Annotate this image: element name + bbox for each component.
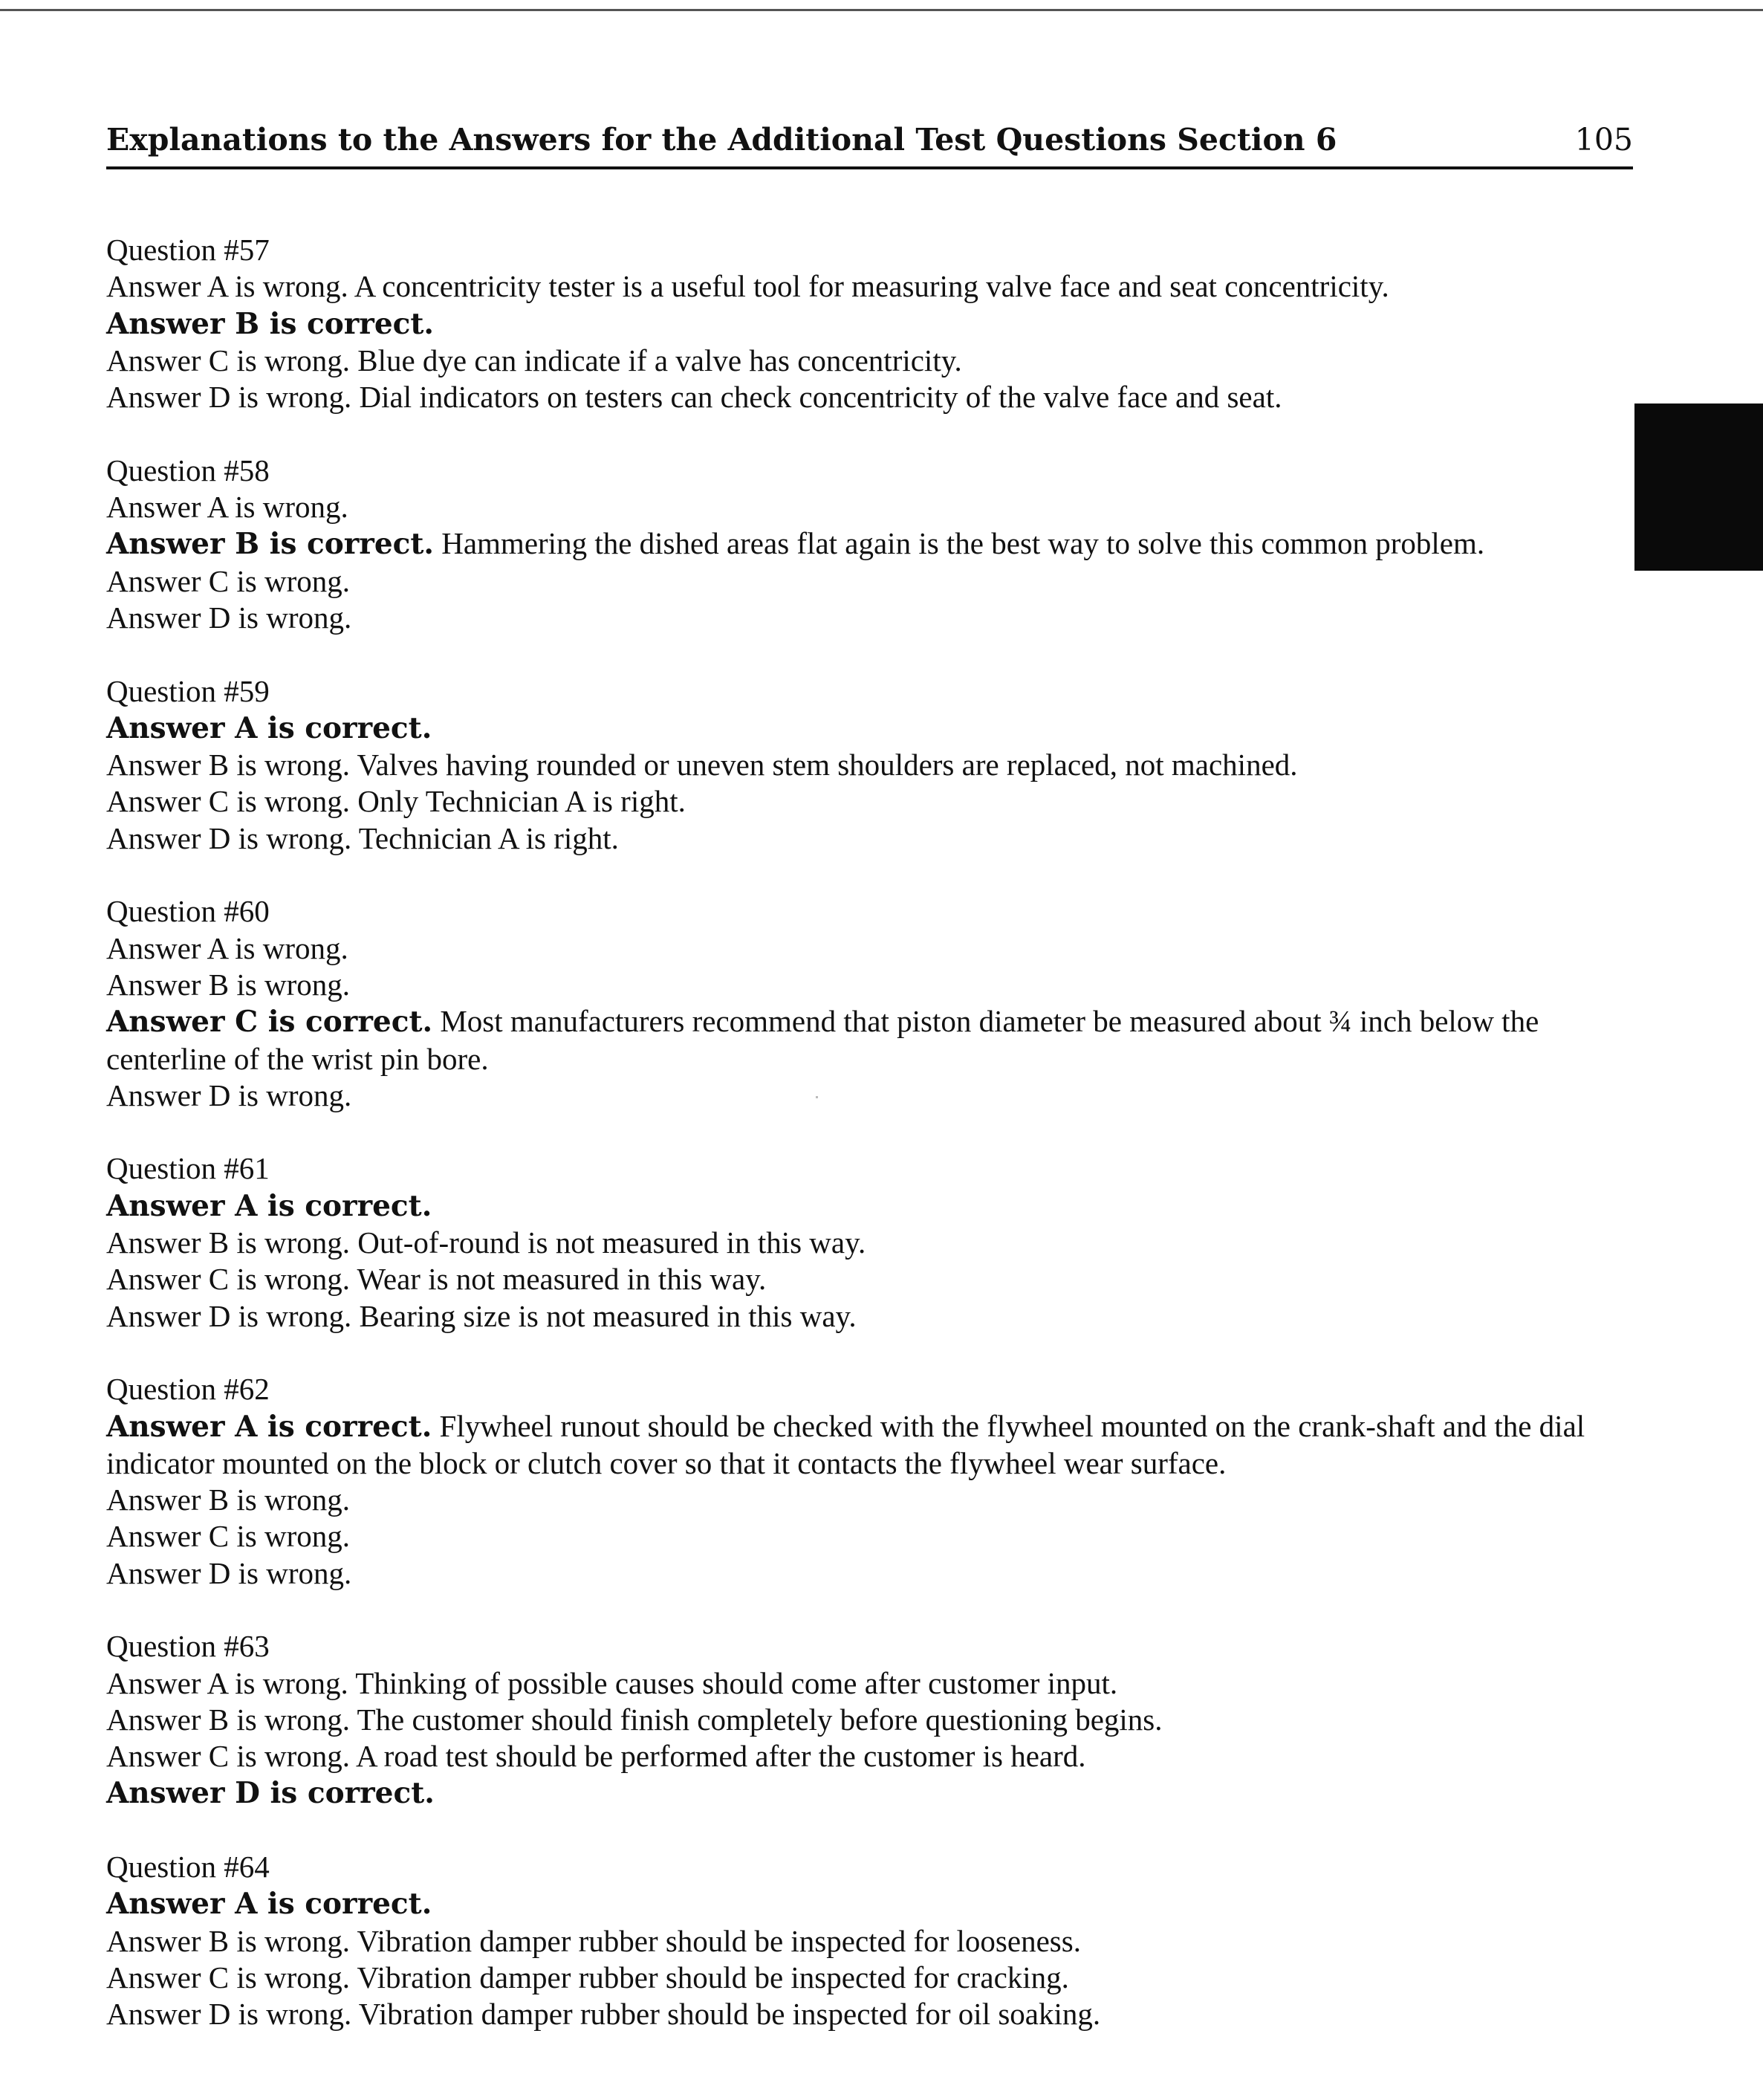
answer-line [106,1775,1637,1812]
answer-line [106,930,1637,967]
answer-explanation-text: Answer A is wrong. [106,930,348,965]
answer-line [106,1923,1637,1960]
scan-speck [816,1096,818,1098]
answer-explanation-text: Answer C is wrong. [106,563,350,598]
answer-line [106,1298,1637,1335]
question-title: Question #58 [106,453,270,487]
answer-line [106,1885,1637,1922]
question-block [106,453,1637,636]
answer-explanation-text: Answer B is wrong. Vibration damper rubber should be inspected for looseness. [106,1923,1081,1958]
answer-explanation-text: Answer C is wrong. Wear is not measured in this way. [106,1262,767,1297]
answer-line [106,600,1637,636]
answer-line [106,710,1637,747]
answer-line [106,783,1637,820]
answer-line [106,1482,1637,1518]
section-thumb-tab [1634,404,1763,571]
answer-line [106,1408,1637,1482]
answer-line [106,305,1637,343]
question-title: Question #64 [106,1850,270,1885]
page-header [106,119,1633,169]
correct-answer-label: Answer C is correct. [106,1005,433,1040]
answer-explanation-text: Answer A is wrong. [106,490,348,525]
answer-explanations [106,232,1637,2070]
question-block [106,673,1637,857]
correct-answer-label: Answer B is correct. [106,306,434,341]
correct-answer-label: Answer A is correct. [106,1188,432,1223]
answer-line [106,379,1637,415]
answer-explanation-text: Answer B is wrong. [106,1482,350,1517]
answer-explanation-text: Answer C is wrong. Vibration damper rubber should be inspected for cracking. [106,1960,1069,1994]
answer-explanation-text: Answer B is wrong. Out-of-round is not measured in this way. [106,1225,866,1260]
answer-explanation-text: Answer D is wrong. Dial indicators on testers can check concentricity of the valve face and seat. [106,380,1282,415]
correct-answer-label: Answer A is correct. [106,1887,432,1922]
answer-explanation-text: Answer D is wrong. [106,600,352,635]
answer-explanation-text: Answer D is wrong. Technician A is right. [106,820,619,855]
page-title: Explanations to the Answers for the Additional Test Questions Section 6 [106,122,1337,158]
answer-line [106,1518,1637,1555]
answer-line [106,1077,1637,1114]
answer-line [106,525,1637,563]
answer-line [106,563,1637,600]
answer-explanation-text: Answer D is wrong. Vibration damper rubber should be inspected for oil soaking. [106,1997,1101,2032]
answer-line [106,1996,1637,2032]
question-title: Question #59 [106,673,270,708]
question-block [106,893,1637,1114]
answer-line [106,1738,1637,1775]
answer-line [106,1960,1637,1996]
question-block [106,1849,1637,2032]
answer-line [106,1555,1637,1592]
question-title: Question #61 [106,1151,270,1186]
answer-line [106,1261,1637,1297]
answer-explanation-text: Hammering the dished areas flat again is the best way to solve this common problem. [433,526,1485,561]
question-title: Question #60 [106,894,270,929]
page-number: 105 [1574,122,1633,158]
answer-line [106,489,1637,525]
correct-answer-label: Answer A is correct. [106,710,432,745]
answer-line [106,1225,1637,1261]
correct-answer-label: Answer D is correct. [106,1776,435,1811]
answer-line [106,1003,1637,1077]
answer-line [106,343,1637,379]
answer-line [106,268,1637,305]
answer-line [106,747,1637,783]
answer-line [106,820,1637,857]
answer-explanation-text: Answer C is wrong. A road test should be performed after the customer is heard. [106,1739,1086,1774]
correct-answer-label: Answer B is correct. [106,527,434,562]
question-title: Question #57 [106,233,270,267]
answer-explanation-text: Answer C is wrong. Only Technician A is right. [106,784,686,819]
question-block [106,232,1637,415]
correct-answer-label: Answer A is correct. [106,1409,432,1444]
answer-explanation-text: Answer C is wrong. [106,1519,350,1554]
answer-explanation-text: Answer D is wrong. Bearing size is not measured in this way. [106,1298,857,1333]
question-title: Question #62 [106,1372,270,1407]
question-title: Question #63 [106,1629,270,1664]
answer-explanation-text: Answer B is wrong. [106,967,350,1002]
answer-line [106,1702,1637,1738]
answer-explanation-text: Answer C is wrong. Blue dye can indicate if a valve has concentricity. [106,343,962,377]
question-block [106,1628,1637,1812]
answer-explanation-text: Flywheel runout should be checked with the flywheel mounted on the crank-shaft and the dial indicator mounted on the block or clutch cover so that it contacts the flywheel wear surface. [106,1408,1585,1480]
answer-explanation-text: Most manufacturers recommend that piston diameter be measured about ¾ inch below the centerline of the wrist pin bore. [106,1004,1539,1076]
answer-line [106,967,1637,1003]
question-block [106,1371,1637,1592]
answer-line [106,1187,1637,1225]
answer-explanation-text: Answer B is wrong. Valves having rounded or uneven stem shoulders are replaced, not machined. [106,748,1298,782]
answer-explanation-text: Answer D is wrong. [106,1077,352,1112]
answer-line [106,1665,1637,1702]
answer-explanation-text: Answer A is wrong. A concentricity tester is a useful tool for measuring valve face and seat concentricity. [106,269,1389,304]
answer-explanation-text: Answer A is wrong. Thinking of possible causes should come after customer input. [106,1665,1118,1700]
header-rule [106,166,1633,169]
answer-explanation-text: Answer D is wrong. [106,1555,352,1590]
question-block [106,1150,1637,1334]
scan-top-rule [0,9,1763,11]
answer-explanation-text: Answer B is wrong. The customer should finish completely before questioning begins. [106,1702,1163,1737]
